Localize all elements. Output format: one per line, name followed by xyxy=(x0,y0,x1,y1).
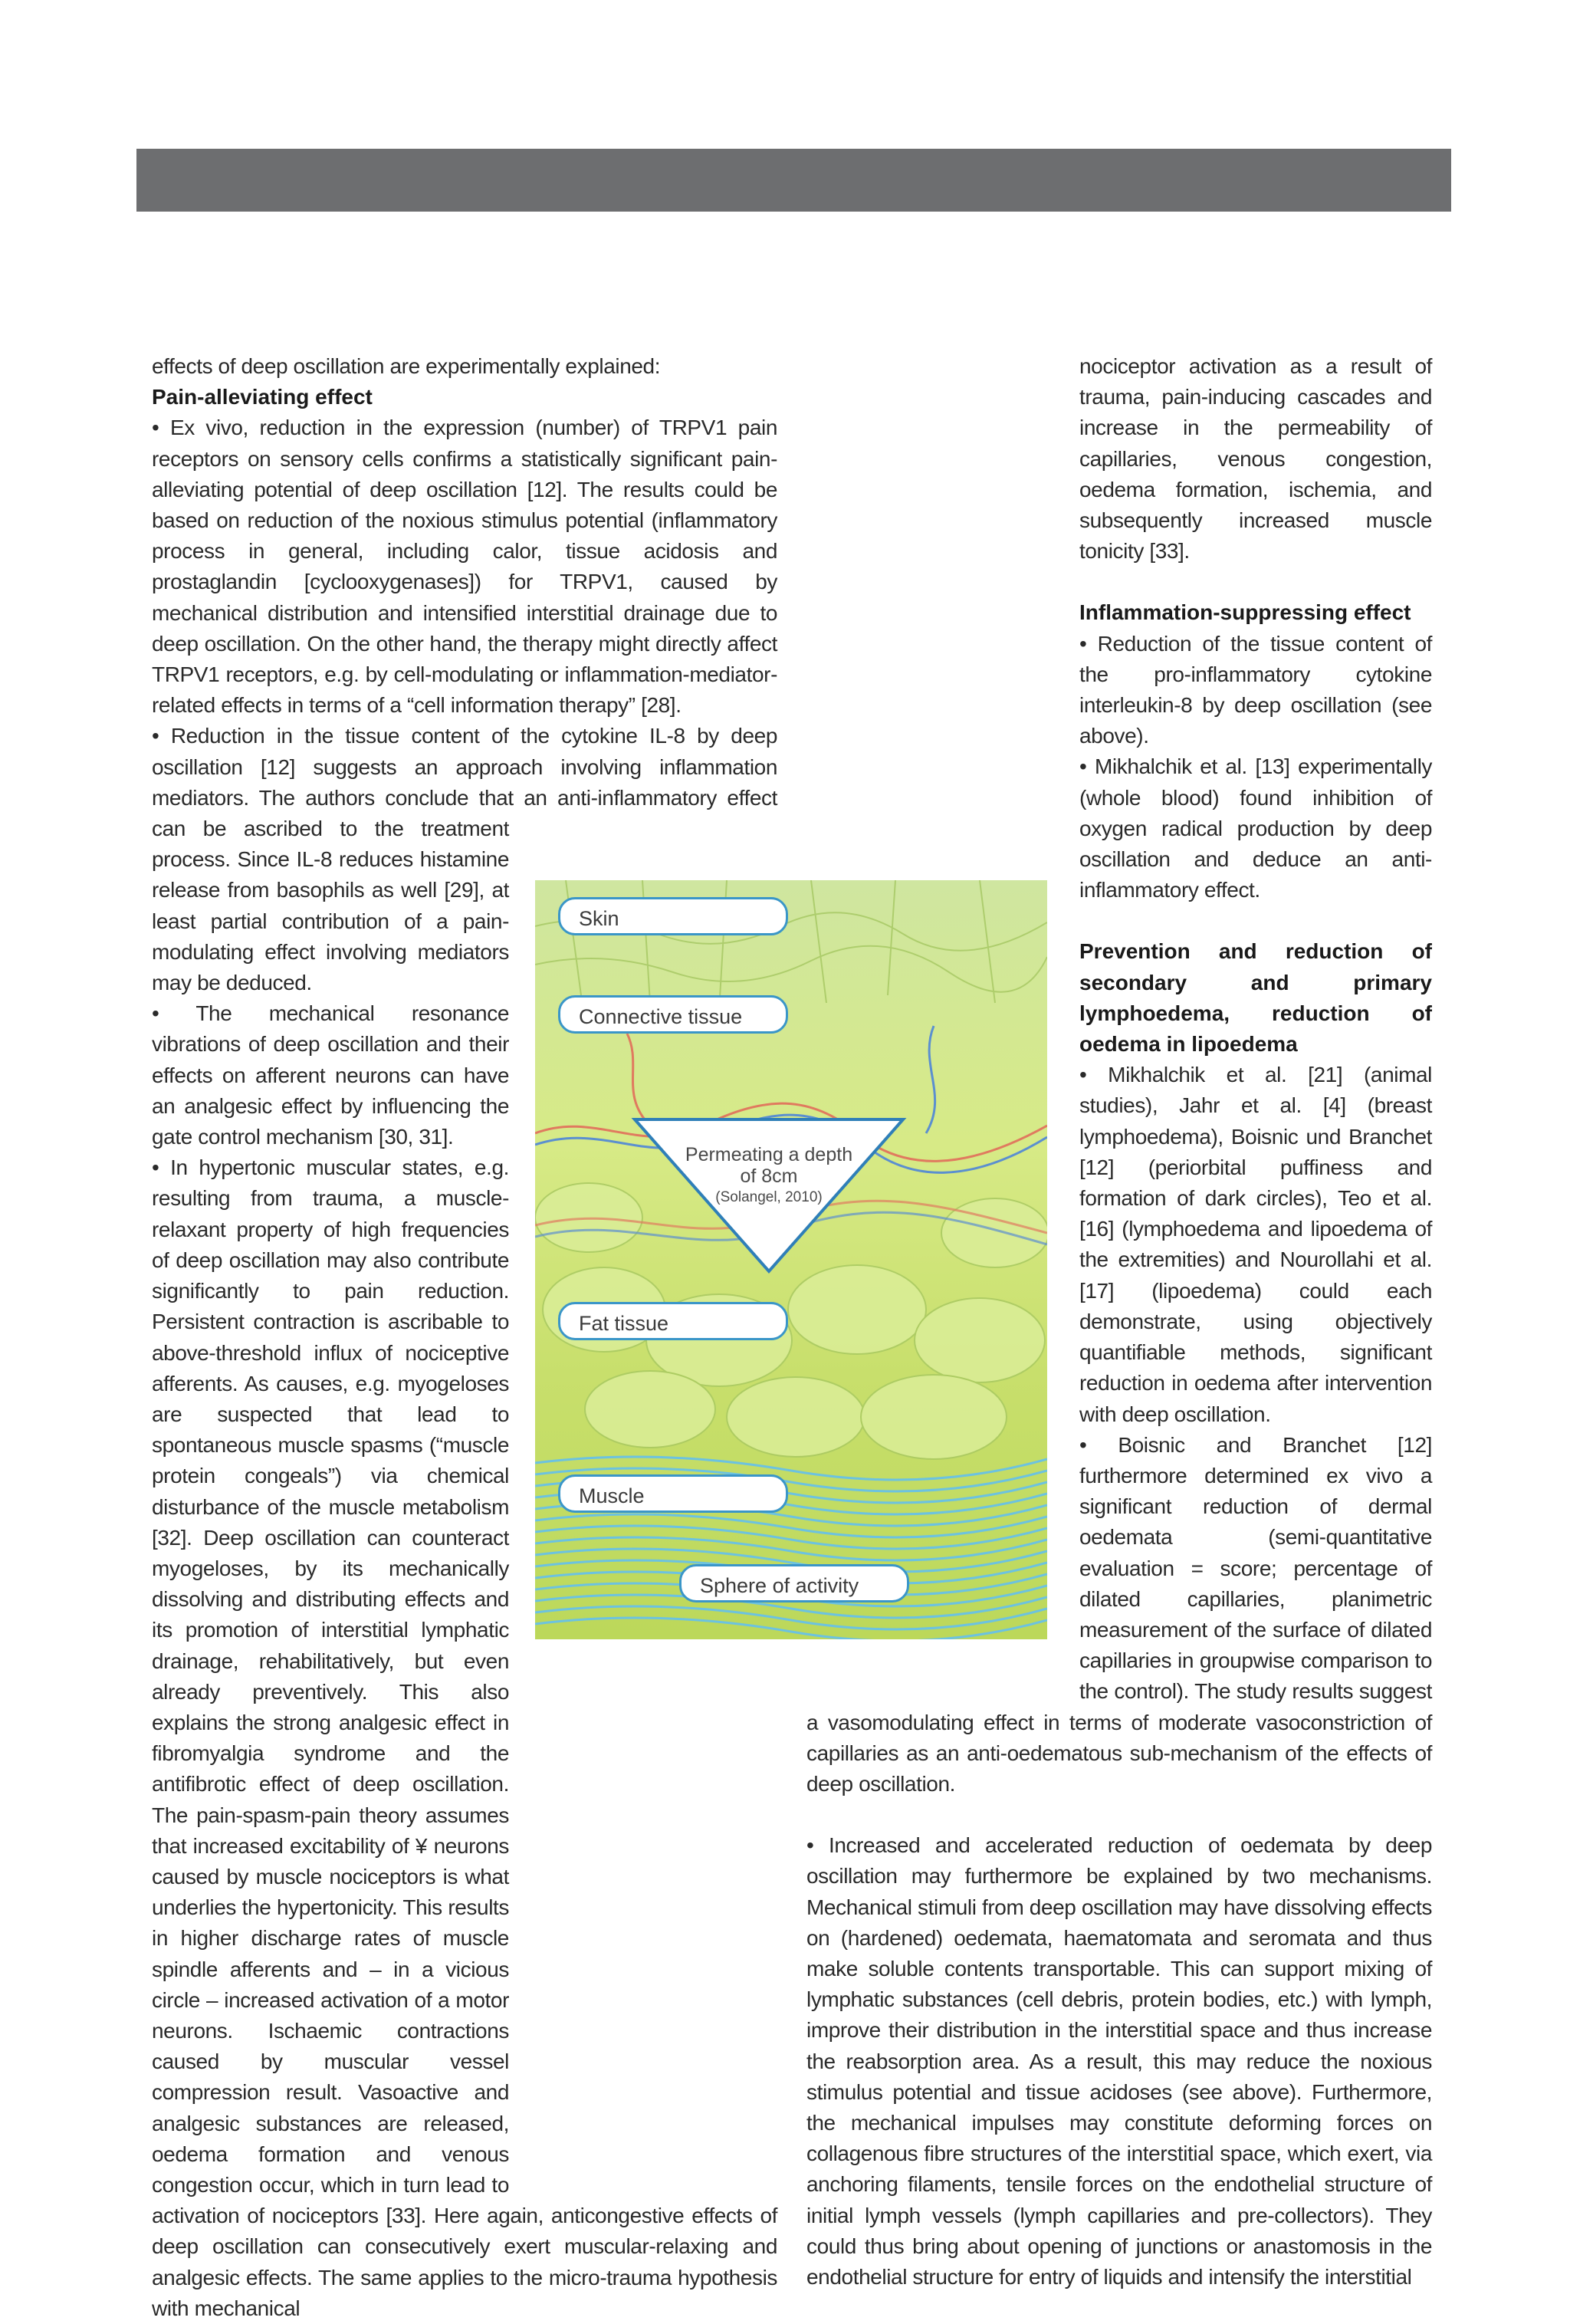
body-paragraph: • In hypertonic muscular states, e.g. resulting from trauma, a muscle-relaxant property of high frequencies of deep oscillation may also contribute significantly to pain reduction. Persistent contraction is ascribable to above-threshold influx of nociceptive afferents. As causes, e.g. myogeloses are suspected that lead to spontaneous muscle spasms (“muscle protein congeals”) via chemical disturbance of the muscle metabolism [32]. Deep oscillation can counteract myogeloses, by its mechanically dissolving and distributing effects and its promotion of interstitial lymphatic drainage, rehabilitatively, but even already preventively. This also explains the strong analgesic effect in fibromyalgia syndrome and the antifibrotic effect of deep oscillation. The pain-spasm-pain theory assumes that increased excitability of ¥ neurons caused by muscle nociceptors is what underlies the hypertonicity. This results in higher discharge rates of muscle spindle afferents and – in a vicious circle – increased activation of a motor neurons. Ischaemic contractions caused by muscular vessel compression result. Vasoactive and analgesic substances are released, oedema formation and venous congestion occur, which in turn lead to activation of nociceptors [33]. Here again, anticongestive effects of deep oscillation can consecutively exert muscular-relaxing and analgesic effects. The same applies to the micro-trauma hypothesis with mechanical xyxy=(152,1155,777,2320)
triangle-citation: (Solangel, 2010) xyxy=(715,1189,823,1205)
section-heading: Pain-alleviating effect xyxy=(152,385,373,409)
body-paragraph: effects of deep oscillation are experimentally explained: xyxy=(152,354,661,378)
triangle-line-2: of 8cm xyxy=(740,1165,798,1187)
paragraph-gap xyxy=(806,1800,1432,1830)
label-sphere-of-activity: Sphere of activity xyxy=(679,1564,909,1602)
body-paragraph: • Reduction of the tissue content of the pro-inflammatory cytokine interleukin-8 by deep oscillation (see above). xyxy=(1079,631,1432,748)
section-heading: Prevention and reduction of secondary and primary lymphoedema, reduction of oedema in lipoedema xyxy=(1079,939,1432,1057)
section-heading: Inflammation-suppressing effect xyxy=(1079,600,1411,625)
triangle-caption xyxy=(646,1144,892,1208)
header-bar xyxy=(136,149,1451,212)
body-paragraph: • Mikhalchik et al. [13] experimentally (whole blood) found inhibition of oxygen radical production by deep oscillation and deduce an anti-inflammatory effect. xyxy=(1079,754,1432,902)
label-muscle: Muscle xyxy=(558,1474,788,1513)
body-paragraph: nociceptor activation as a result of trauma, pain-inducing cascades and increase in the permeability of capillaries, venous congestion, oedema formation, ischemia, and subsequently increased muscle tonicity [33]. xyxy=(1079,354,1432,564)
body-paragraph: • Boisnic and Branchet [12] furthermore determined ex vivo a significant reduction of dermal oedemata (semi-quantitative evaluation = score; percentage of dilated capillaries, planimetric measurement of the surface of dilated capillaries in groupwise comparison to the control). The study results suggest a vasomodulating effect in terms of moderate vasoconstriction of capillaries as an anti-oedematous sub-mechanism of the effects of deep oscillation. xyxy=(806,1432,1432,1796)
label-skin: Skin xyxy=(558,897,788,935)
body-paragraph: • Ex vivo, reduction in the expression (number) of TRPV1 pain receptors on sensory cells confirms a statistically significant pain-alleviating potential of deep oscillation [12]. The results could be based on reduction of the noxious stimulus potential (inflammatory process in general, including calor, tissue acidosis and prostaglandin [cyclooxygenases]) for TRPV1, caused by mechanical distribution and intensified interstitial drainage due to deep oscillation. On the other hand, the therapy might directly affect TRPV1 receptors, e.g. by cell-modulating or inflammation-mediator-related effects in terms of a “cell information therapy” [28]. xyxy=(152,416,777,718)
body-paragraph: • Mikhalchik et al. [21] (animal studies), Jahr et al. [4] (breast lymphoedema), Boisnic und Branchet [12] (periorbital puffiness and formation of dark circles), Teo et al. [16] (lymphoedema and lipoedema of the extremities) and Nourollahi et al. [17] (lipoedema) could each demonstrate, using objectively quantifiable methods, significant reduction in oedema after intervention with deep oscillation. xyxy=(1079,1063,1432,1426)
body-paragraph: • Reduction in the tissue content of the cytokine IL-8 by deep oscillation [12] suggests an approach involving inflammation mediators. The authors conclude that an anti-inflammatory effect can be ascribed to the treatment process. Since IL-8 reduces histamine release from basophils as well [29], at least partial contribution of a pain-modulating effect involving mediators may be deduced. xyxy=(152,724,777,995)
paragraph-gap xyxy=(806,567,1432,597)
triangle-line-1: Permeating a depth xyxy=(685,1144,853,1165)
label-fat-tissue: Fat tissue xyxy=(558,1302,788,1340)
label-connective-tissue: Connective tissue xyxy=(558,995,788,1034)
tissue-illustration xyxy=(535,880,1047,1639)
body-paragraph: • The mechanical resonance vibrations of deep oscillation and their effects on afferent neurons can have an analgesic effect by influencing the gate control mechanism [30, 31]. xyxy=(152,1001,509,1149)
body-paragraph: • Increased and accelerated reduction of oedemata by deep oscillation may furthermore be explained by two mechanisms. Mechanical stimuli from deep oscillation may have dissolving effects on (hardened) oedemata, haematomata and seromata and thus make soluble contents transportable. This can support mixing of lymphatic substances (cell debris, protein bodies, etc.) with lymph, improve their distribution in the interstitial space and thus increase the reabsorption area. As a result, this may reduce the noxious stimulus potential and tissue acidoses (see above). Furthermore, the mechanical impulses may constitute deforming forces on collagenous fibre structures of the interstitial space, which exert, via anchoring filaments, tensile forces on the endothelial structure of initial lymph vessels (lymph capillaries and pre-collectors). They could thus bring about opening of junctions or anastomosis in the endothelial structure for entry of liquids and intensify the interstitial xyxy=(806,1833,1432,2289)
tissue-layers-figure xyxy=(535,880,1047,1639)
